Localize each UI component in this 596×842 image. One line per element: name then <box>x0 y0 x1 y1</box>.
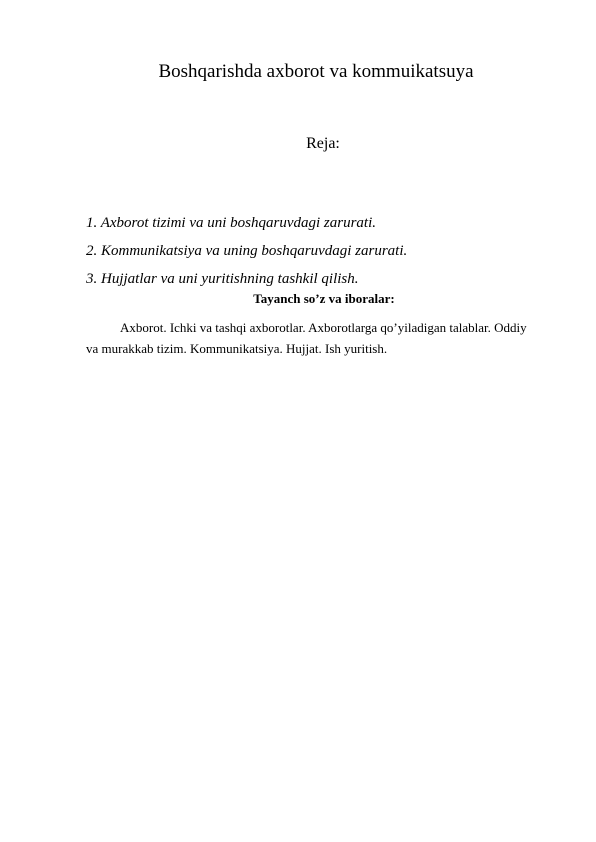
plan-item: 1. Axborot tizimi va uni boshqaruvdagi zarurati. <box>86 215 377 231</box>
plan-item: 2. Kommunikatsiya va uning boshqaruvdagi zarurati. <box>86 243 408 259</box>
keywords-heading: Tayanch so’z va iboralar: <box>253 291 395 306</box>
plan-heading: Reja: <box>306 135 340 152</box>
plan-item: 3. Hujjatlar va uni yuritishning tashkil qilish. <box>86 271 359 287</box>
keywords-paragraph: Axborot. Ichki va tashqi axborotlar. Axborotlarga qo’yiladigan talablar. Oddiy va murakkab tizim. Kommunikatsiya. Hujjat. Ish yuritish. <box>86 320 527 356</box>
document-title: Boshqarishda axborot va kommuikatsuya <box>158 61 474 82</box>
plan-list <box>86 209 407 293</box>
